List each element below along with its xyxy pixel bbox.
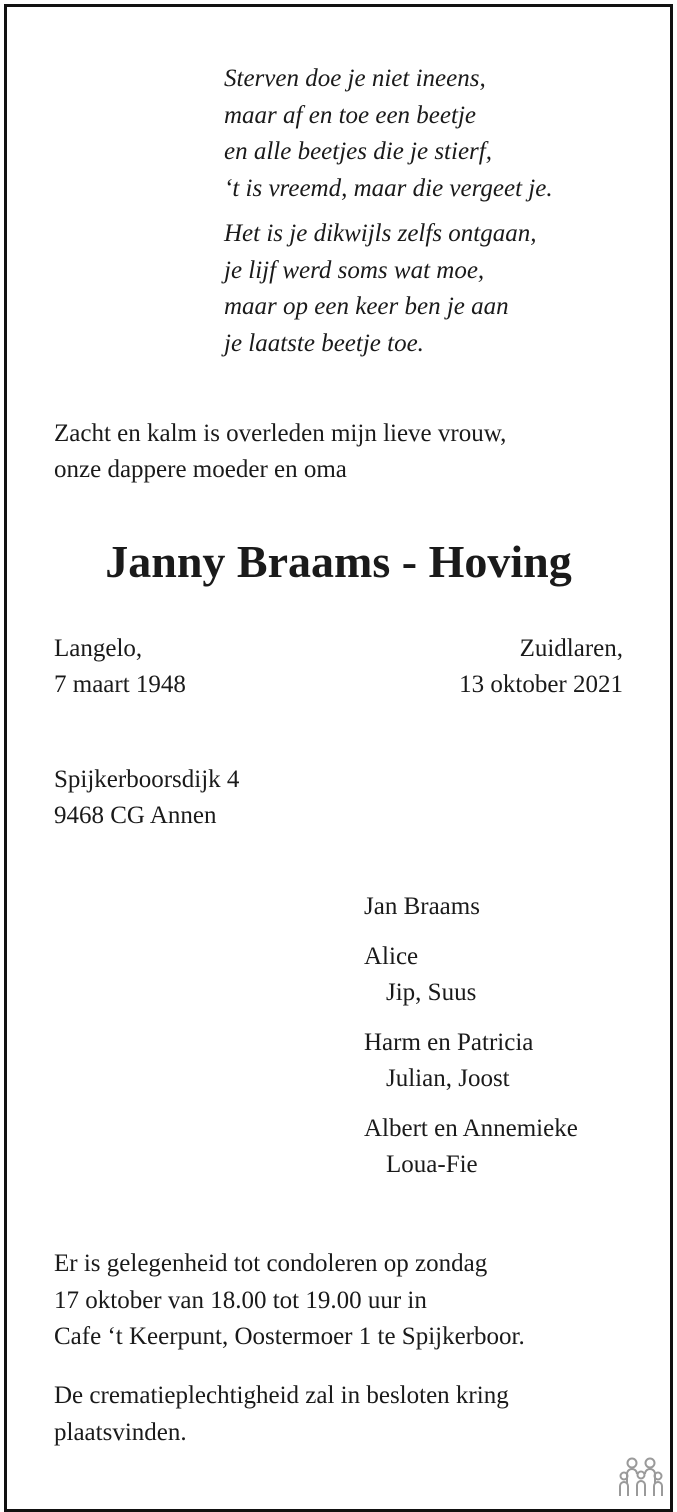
family-grandchildren: Loua-Fie	[386, 1151, 478, 1178]
condolence-line: 17 oktober van 18.00 tot 19.00 uur in	[54, 1286, 427, 1314]
poem-line: en alle beetjes die je stierf,	[224, 138, 492, 165]
poem-line: ‘t is vreemd, maar die vergeet je.	[224, 174, 553, 202]
family-member: Jan Braams	[364, 893, 480, 920]
address-street: Spijkerboorsdijk 4	[54, 766, 240, 793]
address-city: 9468 CG Annen	[54, 802, 217, 829]
birth-place: Langelo,	[54, 635, 143, 662]
cremation-line: De crematieplechtigheid zal in besloten kring	[54, 1382, 509, 1409]
cremation-info	[54, 1378, 509, 1451]
birth-info	[54, 631, 186, 703]
intro-text	[54, 416, 506, 488]
address	[54, 762, 239, 834]
deceased-name: Janny Braams - Hoving	[105, 536, 572, 587]
family-grandchildren: Julian, Joost	[386, 1065, 510, 1092]
poem-line: maar af en toe een beetje	[224, 101, 476, 129]
condolence-line: Er is gelegenheid tot condoleren op zondag	[54, 1250, 488, 1277]
poem-stanza	[224, 216, 644, 362]
poem-line: je lijf werd soms wat moe,	[224, 256, 485, 284]
family-member: Harm en Patricia	[364, 1029, 534, 1056]
family-grandchildren: Jip, Suus	[386, 979, 477, 1006]
poem-stanza	[224, 61, 644, 207]
condolence-line: Cafe ‘t Keerpunt, Oostermoer 1 te Spijkerboor.	[54, 1323, 525, 1350]
birth-date: 7 maart 1948	[54, 671, 186, 698]
family-group	[364, 889, 578, 925]
poem-line: Sterven doe je niet ineens,	[224, 65, 486, 92]
family-member: Albert en Annemieke	[364, 1115, 578, 1142]
poem-line: je laatste beetje toe.	[224, 329, 424, 357]
death-place: Zuidlaren,	[519, 635, 623, 662]
family-group	[364, 939, 578, 1011]
family-people-icon	[618, 1456, 664, 1498]
death-info	[459, 631, 623, 703]
intro-line: onze dappere moeder en oma	[54, 456, 347, 483]
poem	[224, 61, 644, 362]
poem-line: maar op een keer ben je aan	[224, 293, 509, 320]
intro-line: Zacht en kalm is overleden mijn lieve vrouw,	[54, 420, 507, 447]
death-date: 13 oktober 2021	[459, 671, 623, 698]
family-member: Alice	[364, 943, 419, 970]
poem-line: Het is je dikwijls zelfs ontgaan,	[224, 220, 537, 247]
cremation-line: plaatsvinden.	[54, 1418, 187, 1446]
family-group	[364, 1111, 578, 1183]
family-group	[364, 1025, 578, 1097]
condolence-info	[54, 1246, 525, 1356]
family-list	[364, 889, 578, 1183]
